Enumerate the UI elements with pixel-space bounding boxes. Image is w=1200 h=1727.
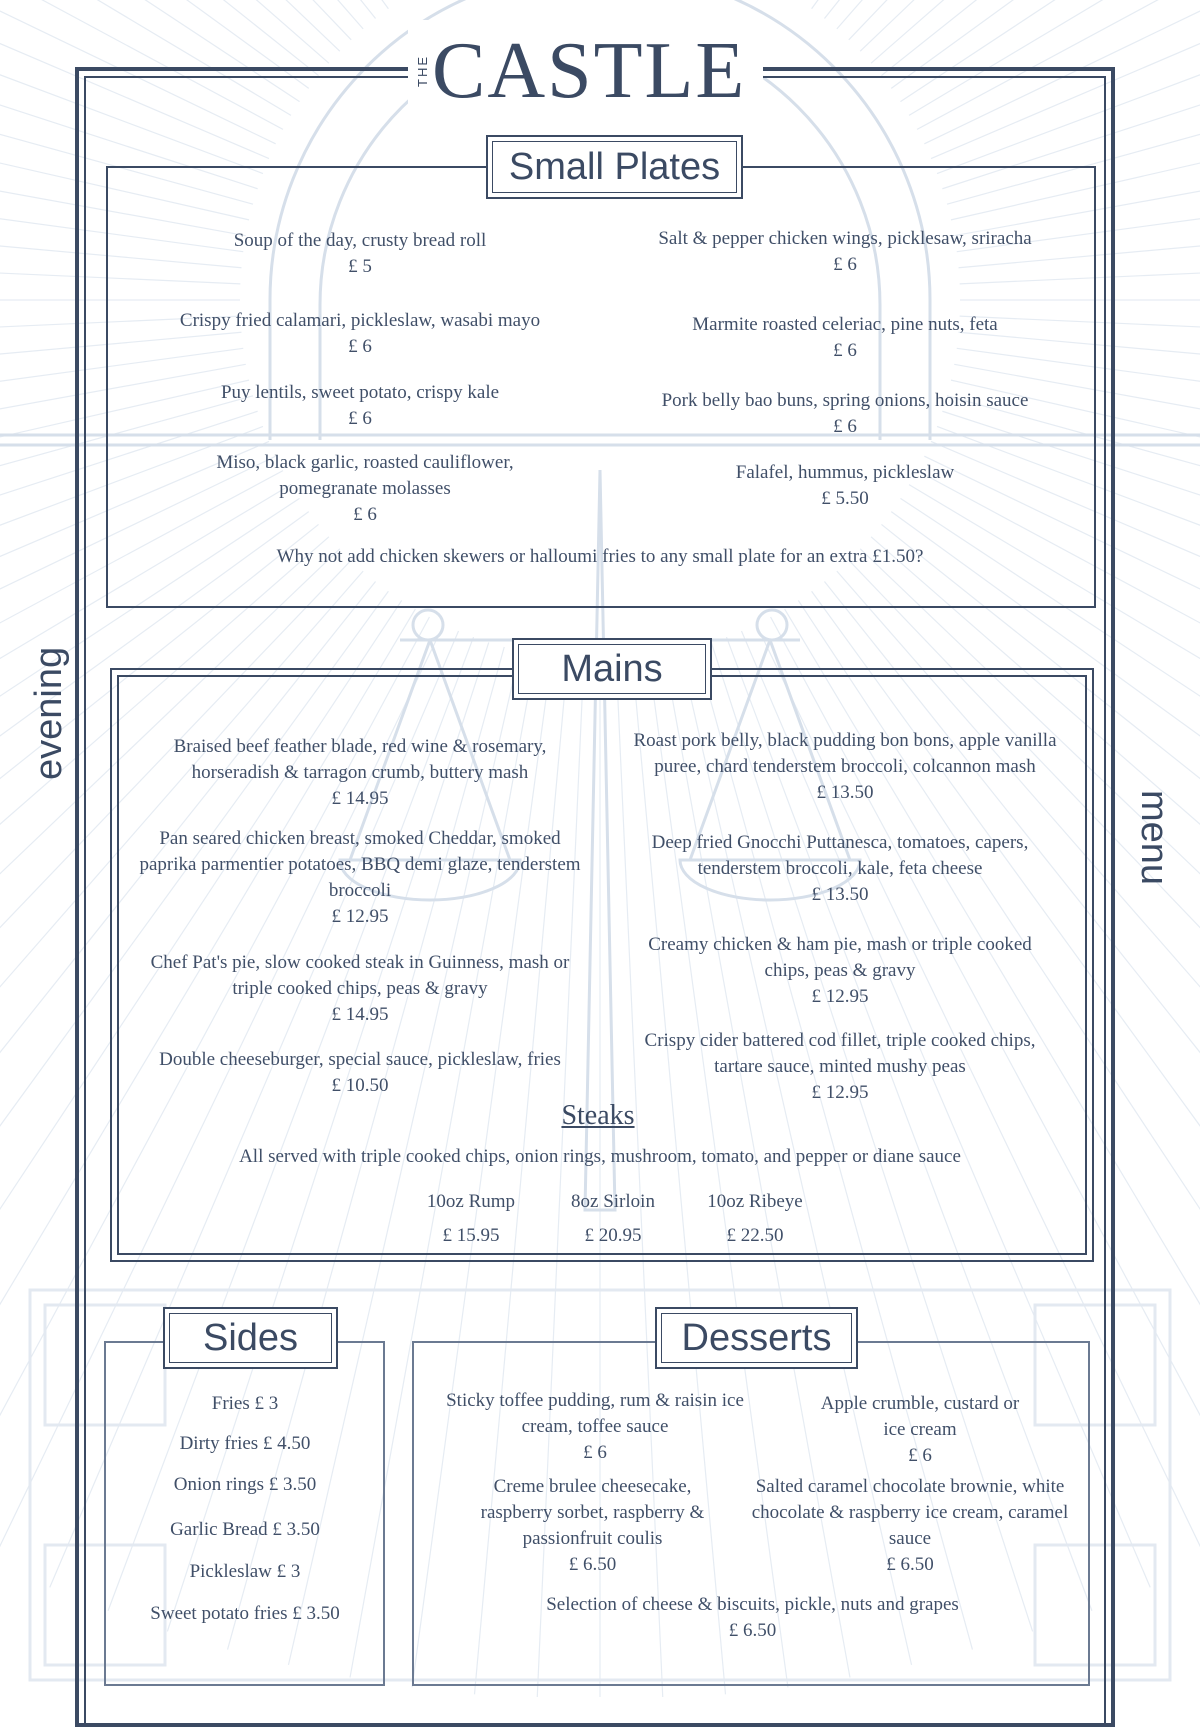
menu-item: Deep fried Gnocchi Puttanesca, tomatoes, capers, tenderstem broccoli, kale, feta cheese £ 13.50 xyxy=(651,832,1029,905)
side-item: Sweet potato fries £ 3.50 xyxy=(150,1603,340,1624)
side-item: Dirty fries £ 4.50 xyxy=(179,1433,311,1454)
menu-item: Pan seared chicken breast, smoked Cheddar, smoked paprika parmentier potatoes, BBQ demi glaze, tenderstem broccoli £ 12.95 xyxy=(139,828,581,927)
steak-item: 10oz Ribeye £ 22.50 xyxy=(707,1191,803,1246)
steak-item: 10oz Rump £ 15.95 xyxy=(426,1191,516,1246)
steaks-heading: Steaks xyxy=(561,1100,635,1131)
menu-item: Falafel, hummus, pickleslaw £ 5.50 xyxy=(735,462,955,509)
side-label-menu: menu xyxy=(1133,790,1175,886)
side-item: Pickleslaw £ 3 xyxy=(189,1561,301,1582)
side-item: Onion rings £ 3.50 xyxy=(173,1474,317,1495)
sunburst-ray xyxy=(824,0,1200,19)
brand-logo xyxy=(415,26,746,116)
steaks-note: All served with triple cooked chips, onion rings, mushroom, tomato, and pepper or diane sauce xyxy=(239,1146,961,1167)
sunburst-ray xyxy=(812,0,1200,9)
menu-item: Pork belly bao buns, spring onions, hoisin sauce £ 6 xyxy=(661,390,1029,437)
menu-item: Crispy cider battered cod fillet, triple cooked chips, tartare sauce, minted mushy peas £ 12.95 xyxy=(644,1030,1036,1103)
menu-item: Salt & pepper chicken wings, picklesaw, sriracha £ 6 xyxy=(658,228,1032,275)
small-plates-note: Why not add chicken skewers or halloumi fries to any small plate for an extra £1.50? xyxy=(276,546,924,567)
sunburst-ray xyxy=(0,0,329,63)
sunburst-ray xyxy=(837,0,1200,29)
side-label-evening: evening xyxy=(28,646,70,780)
dessert-item: Apple crumble, custard or ice cream £ 6 xyxy=(820,1393,1020,1466)
menu-item: Marmite roasted celeriac, pine nuts, feta £ 6 xyxy=(692,314,998,361)
menu-item: Roast pork belly, black pudding bon bons, apple vanilla puree, chard tenderstem broccoli, colcannon mash £ 13.50 xyxy=(633,730,1057,803)
side-item: Fries £ 3 xyxy=(211,1393,279,1414)
desserts-title: Desserts xyxy=(655,1307,858,1369)
brand-the: THE xyxy=(415,55,430,87)
brand-name: CASTLE xyxy=(432,27,747,115)
dessert-item: Selection of cheese & biscuits, pickle, nuts and grapes £ 6.50 xyxy=(546,1594,959,1641)
menu-item: Miso, black garlic, roasted cauliflower, pomegranate molasses £ 6 xyxy=(216,452,514,525)
menu-item: Braised beef feather blade, red wine & rosemary, horseradish & tarragon crumb, buttery mash £ 14.95 xyxy=(173,736,547,809)
sunburst-ray xyxy=(0,0,388,9)
dessert-item: Salted caramel chocolate brownie, white chocolate & raspberry ice cream, caramel sauce £ 6.50 xyxy=(751,1476,1069,1575)
menu-item: Puy lentils, sweet potato, crispy kale £ 6 xyxy=(220,382,500,429)
sunburst-ray xyxy=(0,0,363,29)
sides-title: Sides xyxy=(163,1307,338,1369)
small-plates-title: Small Plates xyxy=(486,135,743,199)
menu-item: Crispy fried calamari, pickleslaw, wasabi mayo £ 6 xyxy=(179,310,541,357)
sunburst-ray xyxy=(0,0,376,19)
menu-item: Chef Pat's pie, slow cooked steak in Guinness, mash or triple cooked chips, peas & gravy £ 14.95 xyxy=(150,952,570,1025)
mains-title: Mains xyxy=(512,638,712,700)
dessert-item: Sticky toffee pudding, rum & raisin ice cream, toffee sauce £ 6 xyxy=(446,1390,744,1463)
dessert-item: Creme brulee cheesecake, raspberry sorbet, raspberry & passionfruit coulis £ 6.50 xyxy=(480,1476,705,1575)
sunburst-ray xyxy=(871,0,1200,63)
menu-item: Double cheeseburger, special sauce, pickleslaw, fries £ 10.50 xyxy=(159,1049,561,1096)
side-item: Garlic Bread £ 3.50 xyxy=(170,1519,320,1540)
menu-item: Creamy chicken & ham pie, mash or triple cooked chips, peas & gravy £ 12.95 xyxy=(648,934,1032,1007)
menu-item: Soup of the day, crusty bread roll £ 5 xyxy=(233,230,487,277)
steak-item: 8oz Sirloin £ 20.95 xyxy=(571,1191,655,1246)
